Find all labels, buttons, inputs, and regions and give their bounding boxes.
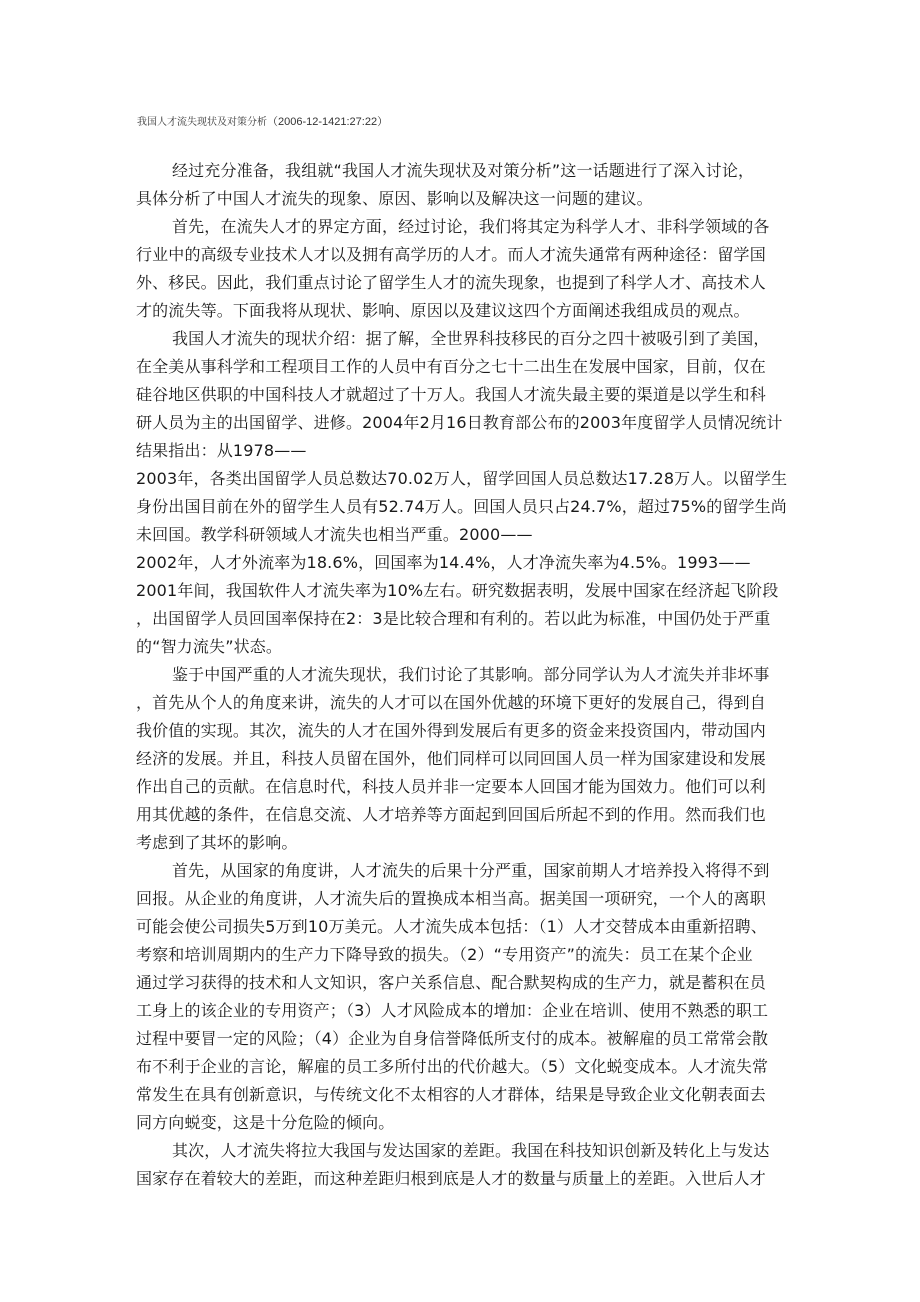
paragraph-line: 行业中的高级专业技术人才以及拥有高学历的人才。而人才流失通常有两种途径：留学国: [136, 245, 766, 264]
paragraph-line: 鉴于中国严重的人才流失现状，我们讨论了其影响。部分同学认为人才流失并非坏事: [172, 665, 770, 684]
paragraph-line: 同方向蜕变，这是十分危险的倾向。: [136, 1113, 395, 1132]
paragraph-line: 我国人才流失的现状介绍：据了解，全世界科技移民的百分之四十被吸引到了美国，: [172, 329, 770, 348]
paragraph-line: 通过学习获得的技术和人文知识，客户关系信息、配合默契构成的生产力，就是蓄积在员: [136, 973, 766, 992]
paragraph-line: 作出自己的贡献。在信息时代，科技人员并非一定要本人回国才能为国效力。他们可以利: [136, 777, 766, 796]
paragraph: [136, 857, 786, 1137]
paragraph-line: 首先，从国家的角度讲，人才流失的后果十分严重，国家前期人才培养投入将得不到: [172, 861, 770, 880]
paragraph-line: 身份出国目前在外的留学生人员有52.74万人。回国人员只占24.7%，超过75%的留学生尚: [136, 497, 787, 516]
paragraph-line: 未回国。教学科研领域人才流失也相当严重。2000——: [136, 525, 533, 544]
paragraph-line: 的“智力流失”状态。: [136, 637, 283, 656]
paragraph-line: 过程中要冒一定的风险；（4）企业为自身信誉降低所支付的成本。被解雇的员工常常会散: [136, 1029, 769, 1048]
paragraph: [136, 661, 786, 857]
paragraph-line: 常发生在具有创新意识，与传统文化不太相容的人才群体，结果是导致企业文化朝表面去: [136, 1085, 766, 1104]
paragraph-line: 工身上的该企业的专用资产；（3）人才风险成本的增加：企业在培训、使用不熟悉的职工: [136, 1001, 769, 1020]
paragraph-line: 外、移民。因此，我们重点讨论了留学生人才的流失现象，也提到了科学人才、高技术人: [136, 273, 766, 292]
paragraph-line: ，首先从个人的角度来讲，流失的人才可以在国外优越的环境下更好的发展自己，得到自: [136, 693, 766, 712]
paragraph-line: 回报。从企业的角度讲，人才流失后的置换成本相当高。据美国一项研究，一个人的离职: [136, 889, 766, 908]
paragraph-line: 2003年，各类出国留学人员总数达70.02万人，留学回国人员总数达17.28万人。以留学生: [136, 469, 788, 488]
document-body: [136, 157, 786, 1193]
paragraph-line: 结果指出：从1978——: [136, 441, 307, 460]
header-title: 我国人才流失现状及对策分析: [137, 117, 267, 128]
paragraph-line: 经过充分准备，我组就“我国人才流失现状及对策分析”这一话题进行了深入讨论，: [172, 161, 755, 180]
paragraph-line: 研人员为主的出国留学、进修。2004年2月16日教育部公布的2003年度留学人员情况统计: [136, 413, 783, 432]
paragraph-line: 我价值的实现。其次，流失的人才在国外得到发展后有更多的资金来投资国内，带动国内: [136, 721, 766, 740]
paragraph: [136, 325, 786, 661]
paragraph-line: 首先，在流失人才的界定方面，经过讨论，我们将其定为科学人才、非科学领域的各: [172, 217, 770, 236]
paragraph-line: 经济的发展。并且，科技人员留在国外，他们同样可以同回国人员一样为国家建设和发展: [136, 749, 766, 768]
paragraph-line: 具体分析了中国人才流失的现象、原因、影响以及解决这一问题的建议。: [136, 189, 653, 208]
paragraph-line: 在全美从事科学和工程项目工作的人员中有百分之七十二出生在发展中国家，目前，仅在: [136, 357, 766, 376]
paragraph-line: 考虑到了其坏的影响。: [136, 833, 298, 852]
paragraph-line: 可能会使公司损失5万到10万美元。人才流失成本包括：（1）人才交替成本由重新招聘、: [136, 917, 767, 936]
paragraph-line: 2001年间，我国软件人才流失率为10%左右。研究数据表明，发展中国家在经济起飞阶段: [136, 581, 779, 600]
paragraph: [136, 213, 786, 325]
paragraph-line: 布不利于企业的言论，解雇的员工多所付出的代价越大。（5）文化蜕变成本。人才流失常: [136, 1057, 769, 1076]
paragraph-line: 硅谷地区供职的中国科技人才就超过了十万人。我国人才流失最主要的渠道是以学生和科: [136, 385, 766, 404]
paragraph-line: 其次，人才流失将拉大我国与发达国家的差距。我国在科技知识创新及转化上与发达: [172, 1141, 770, 1160]
paragraph: [136, 1137, 786, 1193]
paragraph: [136, 157, 786, 213]
paragraph-line: ，出国留学人员回国率保持在2：3是比较合理和有利的。若以此为标准，中国仍处于严重: [136, 609, 771, 628]
paragraph-line: 考察和培训周期内的生产力下降导致的损失。（2）“专用资产”的流失：员工在某个企业: [136, 945, 753, 964]
paragraph-line: 才的流失等。下面我将从现状、影响、原因以及建议这四个方面阐述我组成员的观点。: [136, 301, 750, 320]
document-header: [137, 116, 388, 129]
header-date: （2006-12-1421:27:22）: [267, 116, 389, 128]
paragraph-line: 用其优越的条件，在信息交流、人才培养等方面起到回国后所起不到的作用。然而我们也: [136, 805, 766, 824]
paragraph-line: 国家存在着较大的差距，而这种差距归根到底是人才的数量与质量上的差距。入世后人才: [136, 1169, 766, 1188]
paragraph-line: 2002年，人才外流率为18.6%，回国率为14.4%，人才净流失率为4.5%。1993——: [136, 553, 751, 572]
